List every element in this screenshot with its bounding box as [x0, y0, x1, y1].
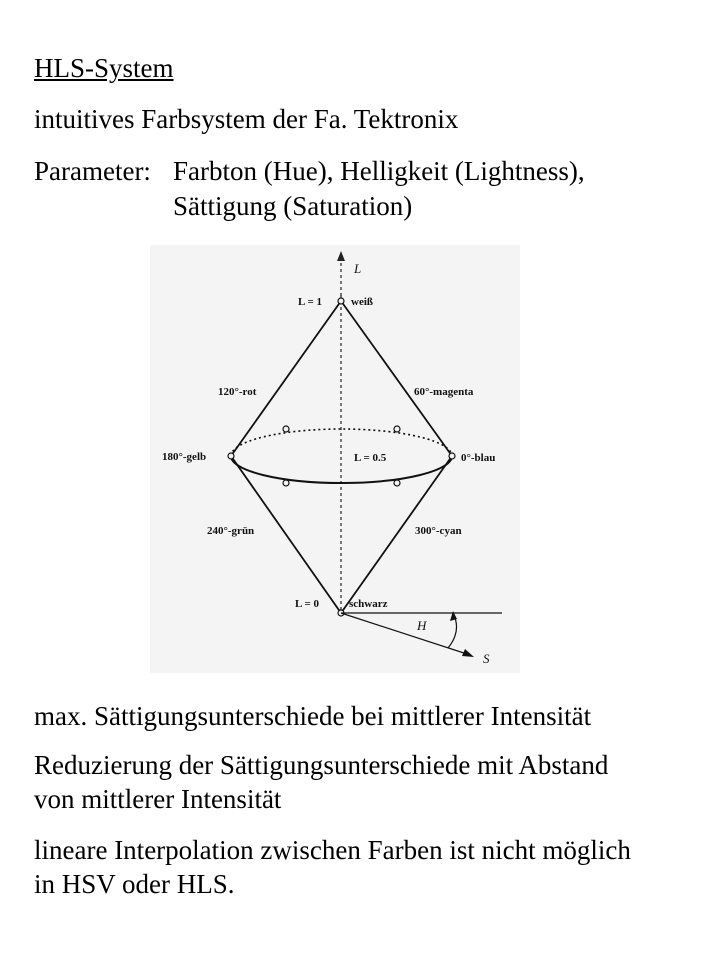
green-label: 240°-grün [207, 525, 255, 537]
magenta-point [394, 426, 400, 432]
slide-title: HLS-System [34, 53, 174, 83]
hls-double-cone-figure [150, 245, 520, 673]
note-max-saturation: max. Sättigungsunterschiede bei mittlerer Intensität [34, 701, 592, 731]
note-interpolation-line-1: lineare Interpolation zwischen Farben ist nicht möglich [34, 835, 631, 865]
note-interpolation-line-2: in HSV oder HLS. [34, 869, 235, 899]
cyan-label: 300°-cyan [415, 525, 462, 537]
yellow-point [228, 453, 234, 459]
cyan-point [394, 480, 400, 486]
l1-label: L = 1 [298, 296, 322, 308]
green-point [283, 480, 289, 486]
magenta-label: 60°-magenta [414, 386, 474, 398]
blue-point [449, 453, 455, 459]
parameter-line-1: Farbton (Hue), Helligkeit (Lightness), [173, 156, 585, 186]
parameter-label: Parameter: [34, 156, 151, 186]
axis-l-label: L [354, 261, 362, 276]
parameter-line-2: Sättigung (Saturation) [173, 191, 413, 221]
hue-label: H [417, 618, 427, 633]
yellow-label: 180°-gelb [162, 451, 207, 463]
white-point [338, 298, 344, 304]
red-point [283, 426, 289, 432]
l05-label: L = 0.5 [354, 452, 387, 464]
white-label: weiß [351, 296, 373, 308]
saturation-label: S [483, 651, 490, 666]
black-label: schwarz [349, 598, 388, 610]
intro-text: intuitives Farbsystem der Fa. Tektronix [34, 104, 459, 134]
note-reduction-line-1: Reduzierung der Sättigungsunterschiede mit Abstand [34, 750, 609, 780]
l0-label: L = 0 [295, 598, 319, 610]
note-reduction-line-2: von mittlerer Intensität [34, 784, 282, 814]
blue-label: 0°-blau [461, 452, 496, 464]
red-label: 120°-rot [218, 386, 257, 398]
